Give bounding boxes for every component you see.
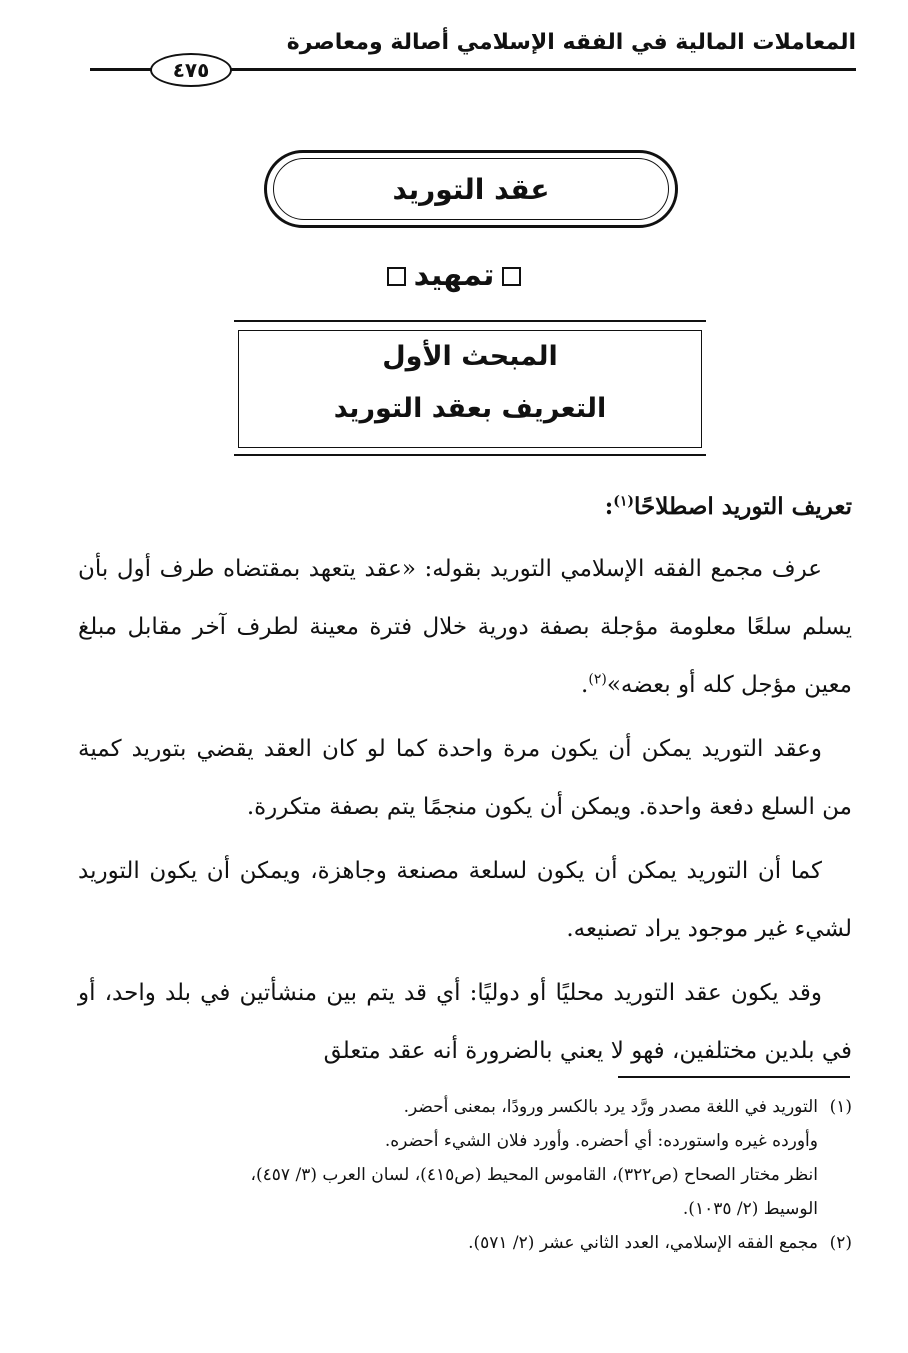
footnote-2-line [78, 1226, 852, 1260]
footnote-number: (٢) [829, 1233, 852, 1253]
paragraph: كما أن التوريد يمكن أن يكون لسلعة مصنعة وجاهزة، ويمكن أن يكون التوريد لشيء غير موجود يراد تصنيعه. [78, 858, 852, 942]
paragraph: وعقد التوريد يمكن أن يكون مرة واحدة كما لو كان العقد يقضي بتوريد كمية من السلع دفعة واحدة. ويمكن أن يكون منجمًا يتم بصفة متكررة. [78, 736, 852, 820]
footnote-ref-1[interactable]: (١) [613, 493, 635, 510]
paragraph-period: . [581, 672, 589, 698]
section-title-box [238, 330, 702, 448]
square-bullet-icon [387, 267, 406, 286]
definition-heading-text: تعريف التوريد اصطلاحًا [634, 493, 852, 520]
running-title: المعاملات المالية في الفقه الإسلامي أصالة ومعاصرة [286, 30, 856, 55]
intro-heading [0, 258, 908, 293]
section-top-rule [234, 320, 706, 322]
chapter-title: عقد التوريد [392, 172, 550, 206]
footnote-ref-2[interactable]: (٢) [588, 671, 607, 688]
footnote-1-line: الوسيط (٢/ ١٠٣٥). [682, 1199, 818, 1219]
page-number: ٤٧٥ [150, 53, 232, 87]
section-title: التعريف بعقد التوريد [333, 393, 607, 424]
intro-heading-text: تمهيد [413, 258, 495, 293]
section-bottom-rule [234, 454, 706, 456]
footnote-number: (١) [829, 1097, 852, 1117]
footnote-text: مجمع الفقه الإسلامي، العدد الثاني عشر (٢/ ٥٧١). [468, 1233, 818, 1253]
body-text [78, 478, 852, 1086]
footnote-1-line: انظر مختار الصحاح (ص٣٢٢)، القاموس المحيط (ص٤١٥)، لسان العرب (٣/ ٤٥٧)، [250, 1165, 818, 1185]
paragraph-text: عرف مجمع الفقه الإسلامي التوريد بقوله: «عقد يتعهد بمقتضاه طرف أول بأن يسلم سلعًا معلومة مؤجلة بصفة دورية خلال فترة معينة لطرف آخر مقابل مبلغ معين مؤجل كله أو بعضه» [78, 556, 852, 698]
footnotes [78, 1090, 852, 1260]
definition-heading-colon: : [604, 493, 614, 520]
paragraph [78, 540, 852, 714]
footnote-text: التوريد في اللغة مصدر ورَّد يرد بالكسر ورودًا، بمعنى أحضر. [403, 1097, 818, 1117]
square-bullet-icon [502, 267, 521, 286]
chapter-title-inner-frame [273, 158, 669, 220]
section-number: المبحث الأول [382, 341, 558, 372]
definition-heading [78, 478, 852, 536]
footnote-separator [618, 1076, 850, 1078]
paragraph: وقد يكون عقد التوريد محليًا أو دوليًا: أي قد يتم بين منشأتين في بلد واحد، أو في بلدين مختلفين، فهو لا يعني بالضرورة أنه عقد متعلق [78, 980, 852, 1064]
chapter-title-frame [264, 150, 678, 228]
footnote-1-line: وأورده غيره واستورده: أي أحضره. وأورد فلان الشيء أحضره. [384, 1131, 818, 1151]
footnote-1-line [78, 1090, 852, 1124]
